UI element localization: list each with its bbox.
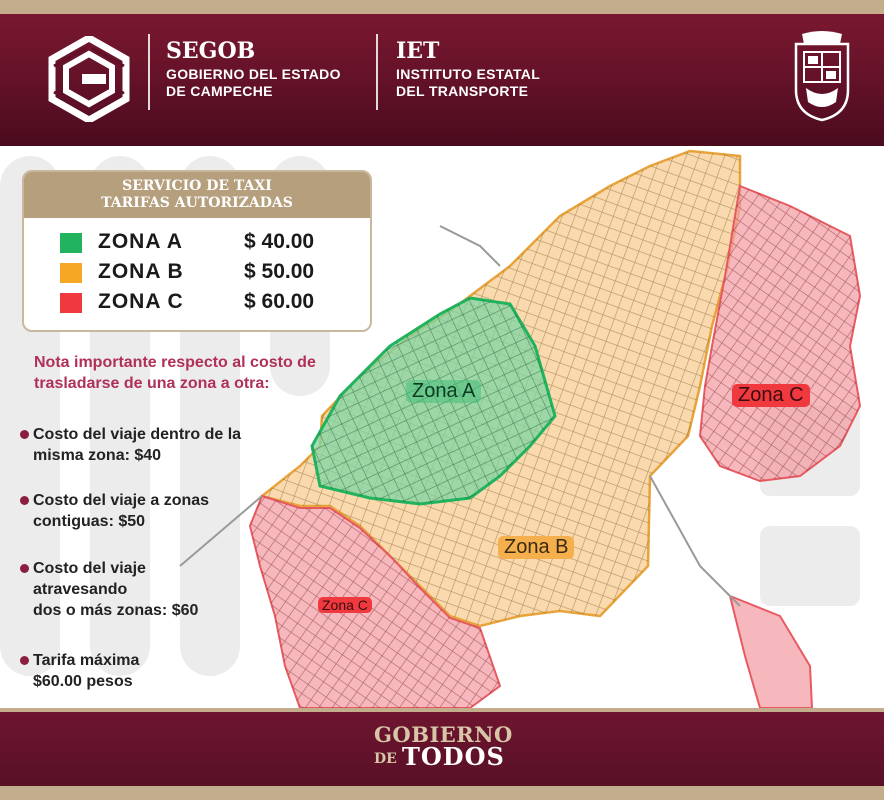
note-bullet <box>20 490 320 534</box>
header-divider <box>148 34 150 110</box>
zone-a-label: Zona A <box>406 380 481 403</box>
note-bullet <box>20 558 320 624</box>
org2-title: IET <box>396 38 440 64</box>
footer-slogan-line1: GOBIERNO <box>374 722 513 747</box>
zone-c-south-label: Zona C <box>318 597 372 613</box>
rate-row-a <box>60 230 360 256</box>
bullet-4-line2: $60.00 pesos <box>33 673 133 690</box>
bullet-text <box>33 424 241 466</box>
bullet-text <box>33 558 198 621</box>
zone-b-name: ZONA B <box>98 260 184 283</box>
zone-c-swatch <box>60 293 82 313</box>
bullet-4-line1: Tarifa máxima <box>33 652 140 669</box>
org1-title: SEGOB <box>166 38 256 64</box>
bullet-dot <box>20 564 29 573</box>
zone-b-price: $ 50.00 <box>244 260 315 283</box>
bullet-text <box>33 650 139 692</box>
segob-logo-icon <box>46 36 132 122</box>
campeche-shield-icon <box>792 30 852 122</box>
zone-c-strip-area <box>730 596 812 708</box>
rates-title-line2: TARIFAS AUTORIZADAS <box>101 195 293 211</box>
top-gold-bar <box>0 0 884 14</box>
bullet-dot <box>20 656 29 665</box>
note-bullet <box>20 424 320 468</box>
org2-line1: INSTITUTO ESTATAL <box>396 66 541 82</box>
org2-line2: DEL TRANSPORTE <box>396 83 529 99</box>
bullet-3-line2: atravesando <box>33 581 128 598</box>
rates-title-line1: SERVICIO DE TAXI <box>122 178 272 194</box>
zone-c-east-label: Zona C <box>732 384 810 407</box>
zone-b-swatch <box>60 263 82 283</box>
zone-a-price: $ 40.00 <box>244 230 315 253</box>
footer-slogan-line3: TODOS <box>402 742 505 771</box>
bullet-1-line1: Costo del viaje dentro de la <box>33 426 242 443</box>
rate-row-b <box>60 260 360 286</box>
bullet-dot <box>20 430 29 439</box>
header-banner <box>0 14 884 146</box>
rates-header <box>24 172 370 218</box>
zone-a-name: ZONA A <box>98 230 183 253</box>
note-title: Nota importante respecto al costo de trasladarse de una zona a otra: <box>34 354 316 392</box>
rate-row-c <box>60 290 360 316</box>
zone-c-price: $ 60.00 <box>244 290 315 313</box>
bullet-text <box>33 490 209 532</box>
zone-a-swatch <box>60 233 82 253</box>
bullet-2-line2: contiguas: $50 <box>33 513 146 530</box>
rates-card <box>22 170 372 332</box>
bullet-2-line1: Costo del viaje a zonas <box>33 492 210 509</box>
header-divider <box>376 34 378 110</box>
bottom-gold-bar <box>0 786 884 800</box>
zone-c-name: ZONA C <box>98 290 184 313</box>
org1-line1: GOBIERNO DEL ESTADO <box>166 66 341 82</box>
zone-b-label: Zona B <box>498 536 574 559</box>
org1-line2: DE CAMPECHE <box>166 83 273 99</box>
note-bullet <box>20 650 320 694</box>
bullet-3-line3: dos o más zonas: $60 <box>33 602 199 619</box>
bullet-3-line1: Costo del viaje <box>33 560 146 577</box>
bullet-dot <box>20 496 29 505</box>
footer-slogan-line2: DE <box>374 751 397 767</box>
bullet-1-line2: misma zona: $40 <box>33 447 162 464</box>
